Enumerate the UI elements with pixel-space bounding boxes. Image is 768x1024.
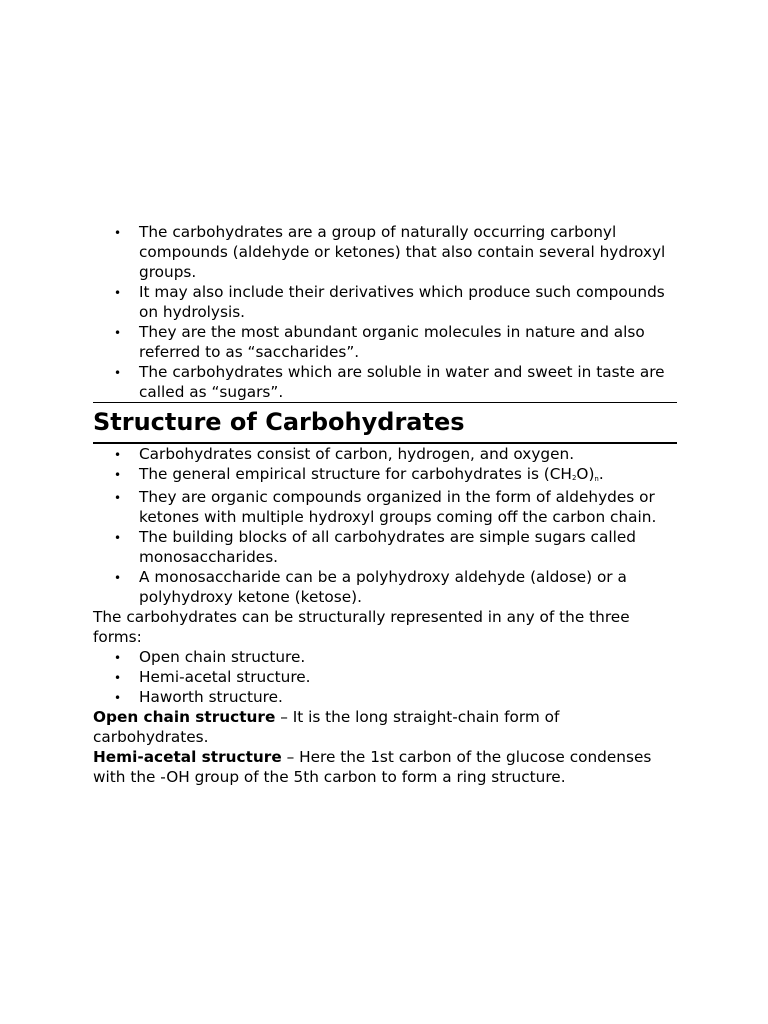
bullet-icon: • xyxy=(114,448,122,462)
open-chain-paragraph: Open chain structure – It is the long straight-chain form of carbohydrates. xyxy=(93,708,560,746)
hemi-acetal-paragraph: Hemi-acetal structure – Here the 1st carbon of the glucose condenses with the -OH group of the 5th carbon to form a ring structure. xyxy=(93,748,652,786)
list-item: • The carbohydrates which are soluble in water and sweet in taste are called as “sugars”. xyxy=(114,363,665,401)
bullet-icon: • xyxy=(114,651,122,665)
bullet-icon: • xyxy=(114,326,122,340)
section-heading: Structure of Carbohydrates xyxy=(93,402,677,444)
hemi-acetal-term: Hemi-acetal structure xyxy=(93,748,282,766)
bullet-icon: • xyxy=(114,691,122,705)
forms-list xyxy=(93,647,677,707)
list-item: • The carbohydrates are a group of naturally occurring carbonyl compounds (aldehyde or ketones) that also contain several hydroxyl groups. xyxy=(114,223,666,281)
list-item: • Carbohydrates consist of carbon, hydrogen, and oxygen. xyxy=(93,444,677,464)
bullet-icon: • xyxy=(114,468,122,482)
document-page xyxy=(93,222,677,787)
list-item: • Haworth structure. xyxy=(93,687,677,707)
intro-list xyxy=(93,222,677,402)
bullet-icon: • xyxy=(114,226,122,240)
subscript: n xyxy=(594,475,599,483)
bullet-icon: • xyxy=(114,491,122,505)
list-item: • They are organic compounds organized in the form of aldehydes or ketones with multiple hydroxyl groups coming off the carbon chain. xyxy=(114,488,657,526)
bullet-icon: • xyxy=(114,571,122,585)
bullet-icon: • xyxy=(114,531,122,545)
list-item: • Open chain structure. xyxy=(93,647,677,667)
list-item: • They are the most abundant organic molecules in nature and also referred to as “saccharides”. xyxy=(114,323,645,361)
bullet-icon: • xyxy=(114,286,122,300)
open-chain-term: Open chain structure xyxy=(93,708,276,726)
list-item: • Hemi-acetal structure. xyxy=(93,667,677,687)
list-item: • It may also include their derivatives which produce such compounds on hydrolysis. xyxy=(114,283,665,321)
bullet-icon: • xyxy=(114,671,122,685)
list-item: • The building blocks of all carbohydrates are simple sugars called monosaccharides. xyxy=(114,528,636,566)
forms-intro: The carbohydrates can be structurally represented in any of the three forms: xyxy=(93,608,630,646)
bullet-icon: • xyxy=(114,366,122,380)
list-item: • The general empirical structure for carbohydrates is (CH2O)n. xyxy=(93,464,677,487)
subscript: 2 xyxy=(571,474,577,482)
structure-list xyxy=(93,444,677,607)
list-item: • A monosaccharide can be a polyhydroxy aldehyde (aldose) or a polyhydroxy ketone (ketose). xyxy=(114,568,627,606)
